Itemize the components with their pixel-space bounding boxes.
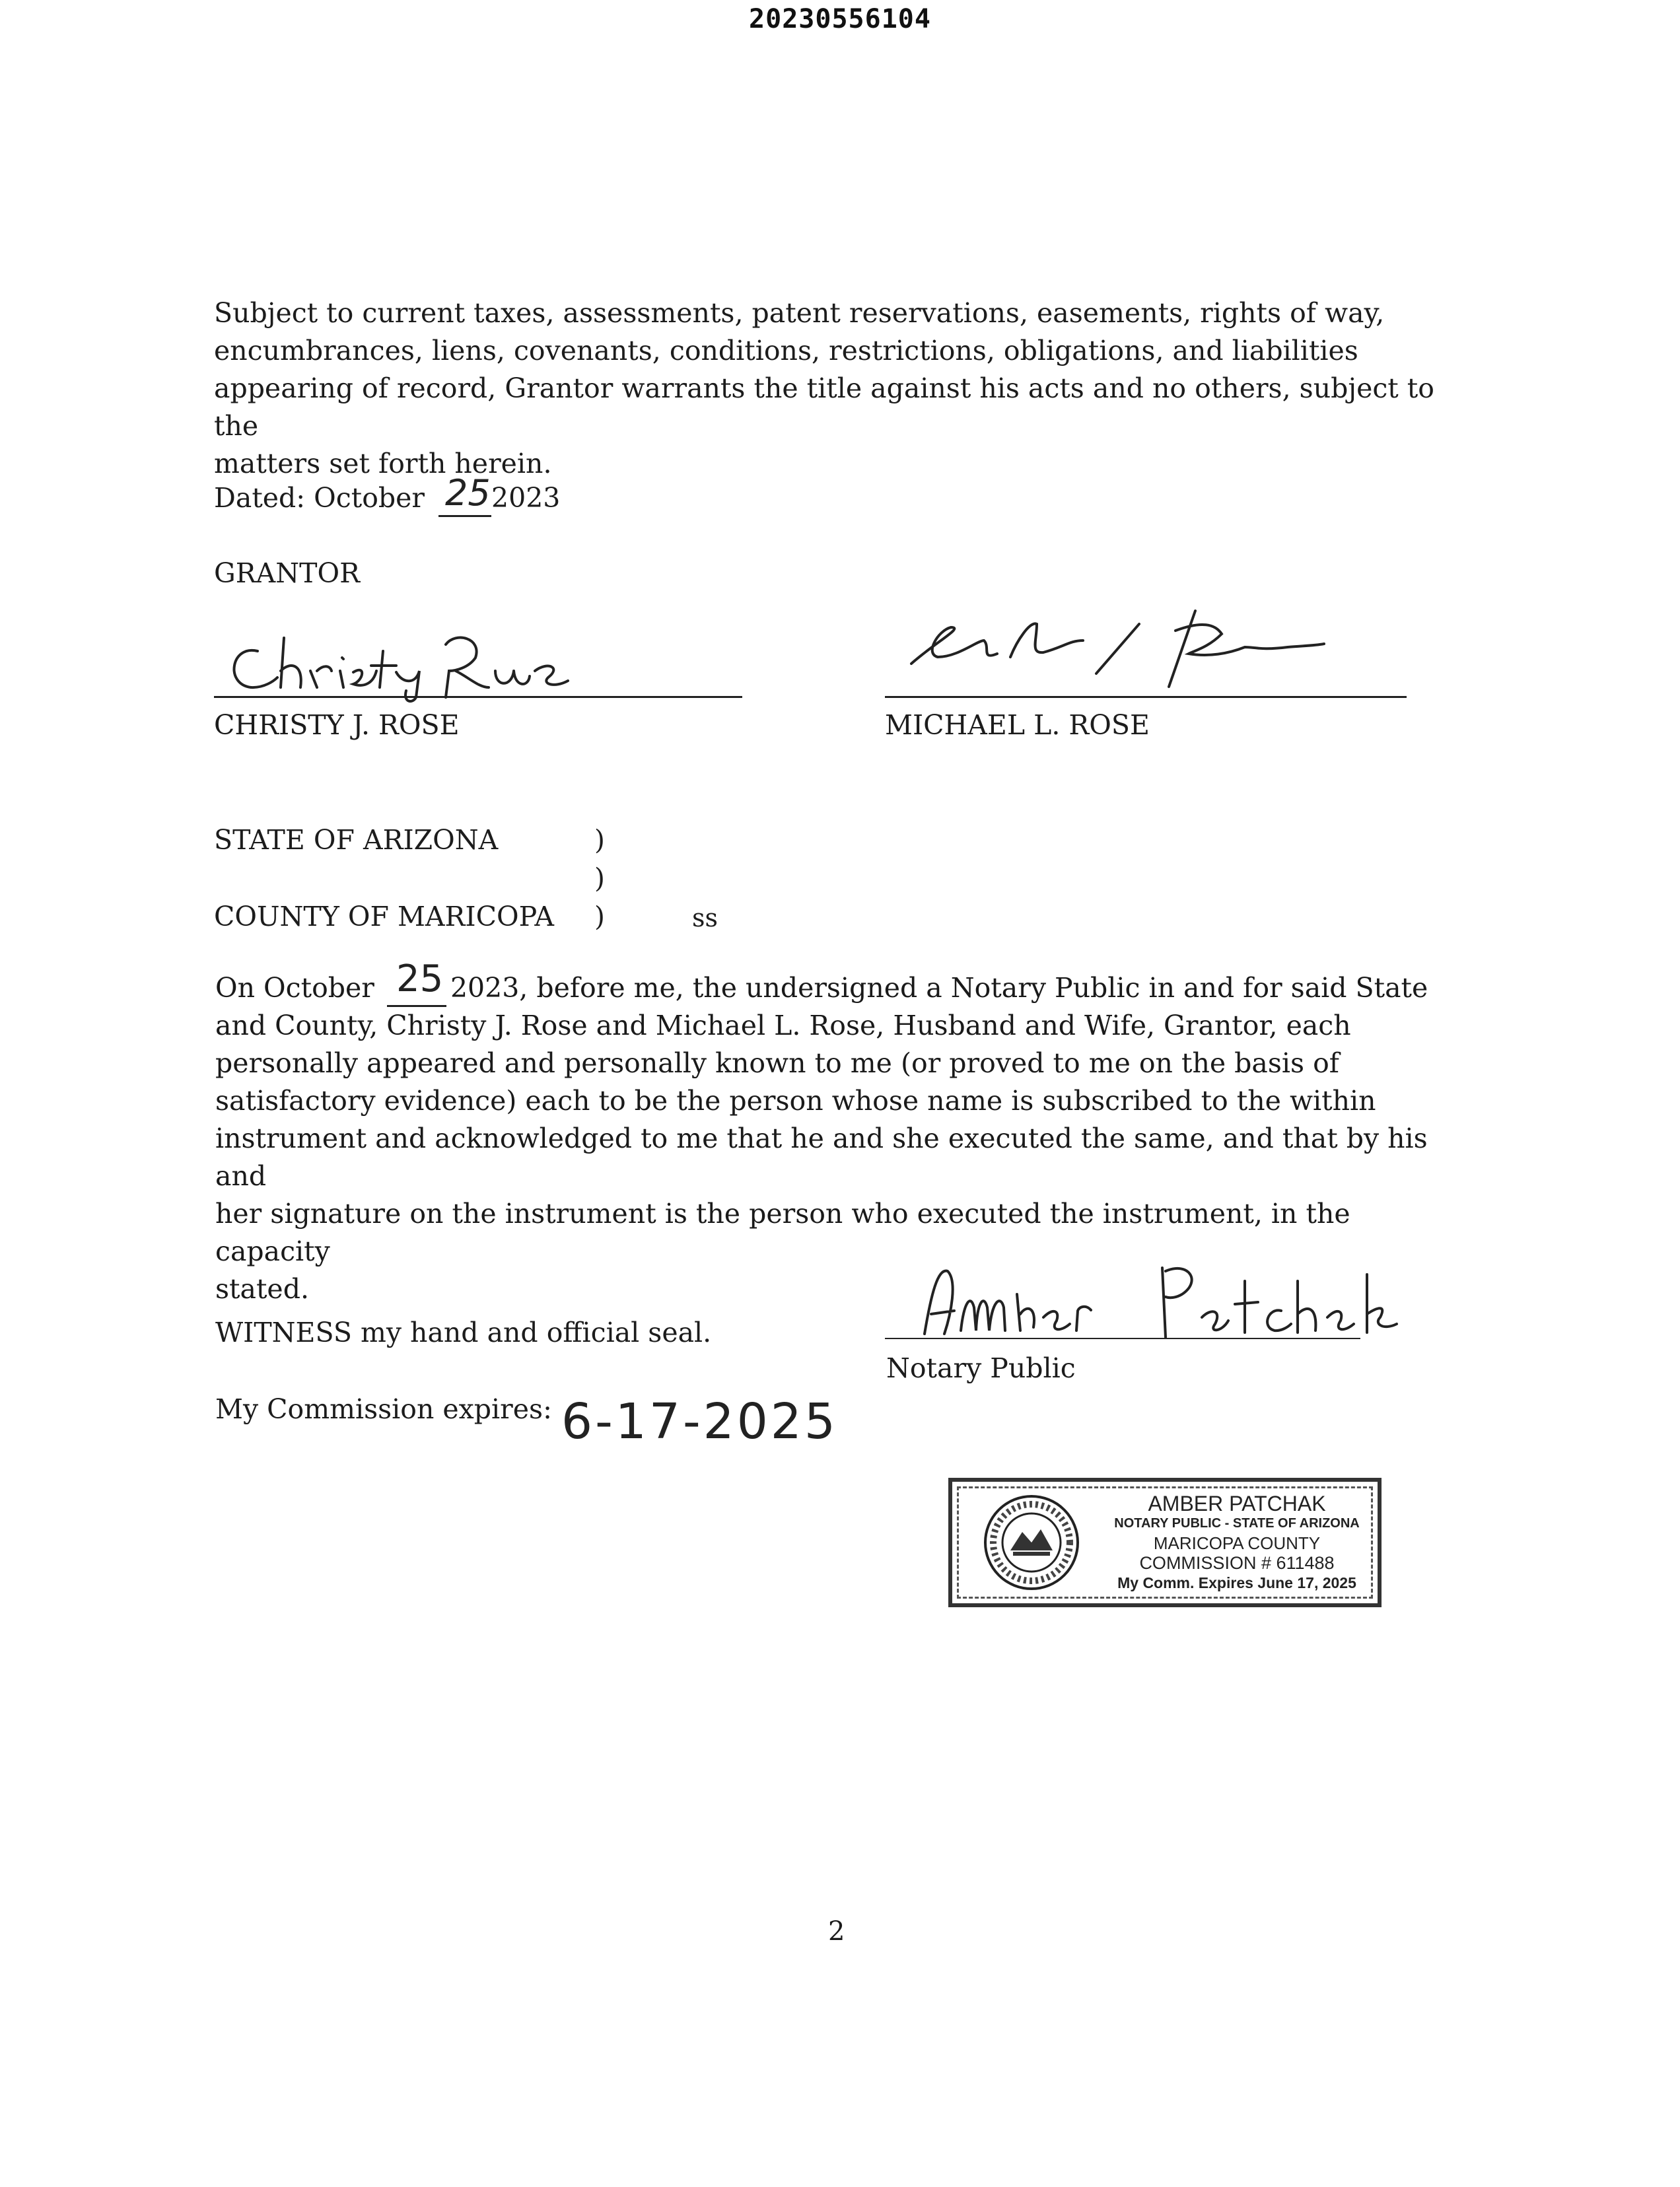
paragraph-line: and County, Christy J. Rose and Michael L. Rose, Husband and Wife, Grantor, each bbox=[215, 1010, 1351, 1041]
christy-signature bbox=[218, 625, 746, 704]
michael-name: MICHAEL L. ROSE bbox=[885, 709, 1150, 741]
stamp-expires: My Comm. Expires June 17, 2025 bbox=[1117, 1574, 1356, 1591]
paragraph-line: her signature on the instrument is the person who executed the instrument, in the capacity bbox=[215, 1198, 1350, 1267]
notary-stamp bbox=[948, 1478, 1382, 1607]
grantor-heading: GRANTOR bbox=[214, 557, 360, 589]
ack-prefix: On October bbox=[215, 972, 374, 1004]
notary-signature bbox=[911, 1255, 1400, 1347]
ack-day-blank bbox=[387, 957, 446, 1007]
stamp-commission: COMMISSION # 611488 bbox=[1139, 1553, 1335, 1573]
christy-name: CHRISTY J. ROSE bbox=[214, 709, 460, 741]
venue-state: STATE OF ARIZONA bbox=[214, 824, 499, 856]
stamp-title: NOTARY PUBLIC - STATE OF ARIZONA bbox=[1114, 1516, 1360, 1531]
venue-county: COUNTY OF MARICOPA bbox=[214, 901, 555, 932]
paragraph-line: matters set forth herein. bbox=[214, 448, 552, 479]
venue-paren-2: ) bbox=[594, 862, 605, 894]
venue-ss: ss bbox=[692, 903, 718, 932]
dated-prefix: Dated: October bbox=[214, 482, 425, 514]
notary-public-label: Notary Public bbox=[886, 1352, 1076, 1384]
paragraph-line: stated. bbox=[215, 1273, 309, 1305]
dated-year: 2023 bbox=[491, 482, 561, 514]
ack-day-handwritten: 25 bbox=[396, 957, 444, 1000]
paragraph-line: encumbrances, liens, covenants, conditions, restrictions, obligations, and liabilities bbox=[214, 335, 1358, 366]
state-seal-icon bbox=[967, 1491, 1096, 1594]
paragraph-line: instrument and acknowledged to me that he and she executed the same, and that by his and bbox=[215, 1123, 1428, 1192]
title-exceptions-paragraph bbox=[214, 295, 1469, 483]
commission-date-handwritten: 6-17-2025 bbox=[561, 1393, 838, 1450]
document-number: 20230556104 bbox=[749, 4, 931, 34]
page-number: 2 bbox=[828, 1916, 845, 1947]
stamp-name: AMBER PATCHAK bbox=[1148, 1492, 1326, 1515]
paragraph-line: Subject to current taxes, assessments, patent reservations, easements, rights of way, bbox=[214, 297, 1385, 329]
notary-signature-line bbox=[885, 1338, 1360, 1339]
venue-paren-3: ) bbox=[594, 901, 605, 932]
witness-text: WITNESS my hand and official seal. bbox=[215, 1317, 712, 1348]
paragraph-line: appearing of record, Grantor warrants the title against his acts and no others, subject to the bbox=[214, 372, 1434, 442]
paragraph-line: satisfactory evidence) each to be the person whose name is subscribed to the within bbox=[215, 1085, 1376, 1117]
dated-day-handwritten: 25 bbox=[445, 472, 491, 514]
christy-signature-line bbox=[214, 696, 742, 698]
michael-signature-scribble bbox=[885, 601, 1360, 707]
paragraph-line: personally appeared and personally known to me (or proved to me on the basis of bbox=[215, 1047, 1339, 1079]
dated-day-blank bbox=[438, 472, 491, 517]
venue-paren-1: ) bbox=[594, 824, 605, 856]
dated-line bbox=[214, 472, 561, 517]
michael-signature bbox=[885, 601, 1360, 707]
commission-label: My Commission expires: bbox=[215, 1393, 552, 1425]
stamp-text-block bbox=[1102, 1494, 1372, 1593]
michael-signature-line bbox=[885, 696, 1407, 698]
acknowledgment-line-1 bbox=[215, 957, 1470, 1007]
christy-signature-scribble bbox=[218, 625, 746, 704]
ack-line1-suffix: 2023, before me, the undersigned a Notary Public in and for said State bbox=[450, 972, 1428, 1004]
notary-signature-scribble bbox=[911, 1255, 1400, 1347]
stamp-county: MARICOPA COUNTY bbox=[1153, 1533, 1321, 1553]
